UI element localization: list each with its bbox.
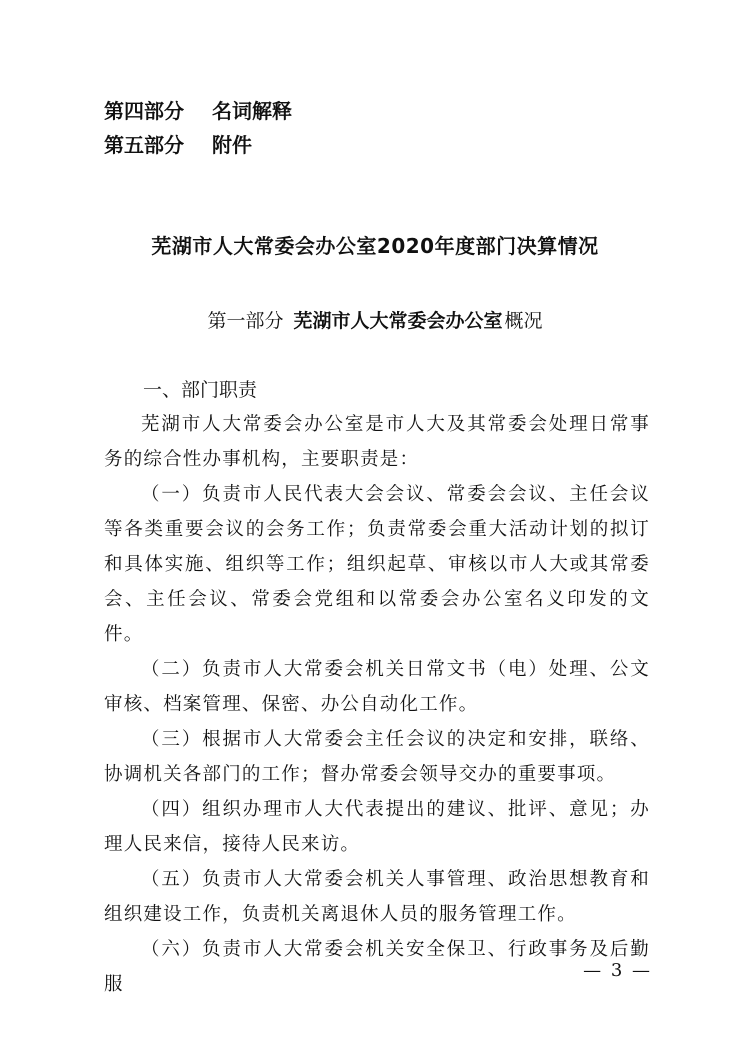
duty-paragraph-3: （三）根据市人大常委会主任会议的决定和安排，联络、协调机关各部门的工作；督办常委会领导交办的重要事项。 [104,729,650,785]
part-one-prefix: 第一部分 [207,310,284,332]
toc-part-label: 第五部分 [104,133,184,157]
duty-paragraph-5: （五）负责市人大常委会机关人事管理、政治思想教育和组织建设工作，负责机关离退休人员的服务管理工作。 [104,869,650,925]
toc-part-title: 附件 [212,133,252,157]
toc-row-part-five [104,128,292,162]
part-one-suffix: 概况 [504,310,543,332]
table-of-contents [104,94,292,162]
part-one-org-name: 芜湖市人大常委会办公室 [293,310,503,332]
duty-paragraph-6: （六）负责市人大常委会机关安全保卫、行政事务及后勤服 [104,939,650,995]
duty-paragraph-1: （一）负责市人民代表大会会议、常委会会议、主任会议等各类重要会议的会务工作；负责常委会重大活动计划的拟订和具体实施、组织等工作；组织起草、审核以市人大或其常委会、主任会议、常委会党组和以常委会办公室名义印发的文件。 [104,484,650,645]
page-number: — 3 — [583,960,652,981]
intro-paragraph: 芜湖市人大常委会办公室是市人大及其常委会处理日常事务的综合性办事机构，主要职责是： [104,414,650,470]
toc-part-label: 第四部分 [104,99,184,123]
body-text [104,407,650,1002]
part-one-title [0,306,750,333]
toc-part-title: 名词解释 [212,99,292,123]
duty-paragraph-2: （二）负责市人大常委会机关日常文书（电）处理、公文审核、档案管理、保密、办公自动化工作。 [104,659,650,715]
section-heading: 一、部门职责 [143,379,258,401]
document-title: 芜湖市人大常委会办公室2020年度部门决算情况 [151,234,599,258]
toc-row-part-four [104,94,292,128]
duty-paragraph-4: （四）组织办理市人大代表提出的建议、批评、意见；办理人民来信，接待人民来访。 [104,799,650,855]
